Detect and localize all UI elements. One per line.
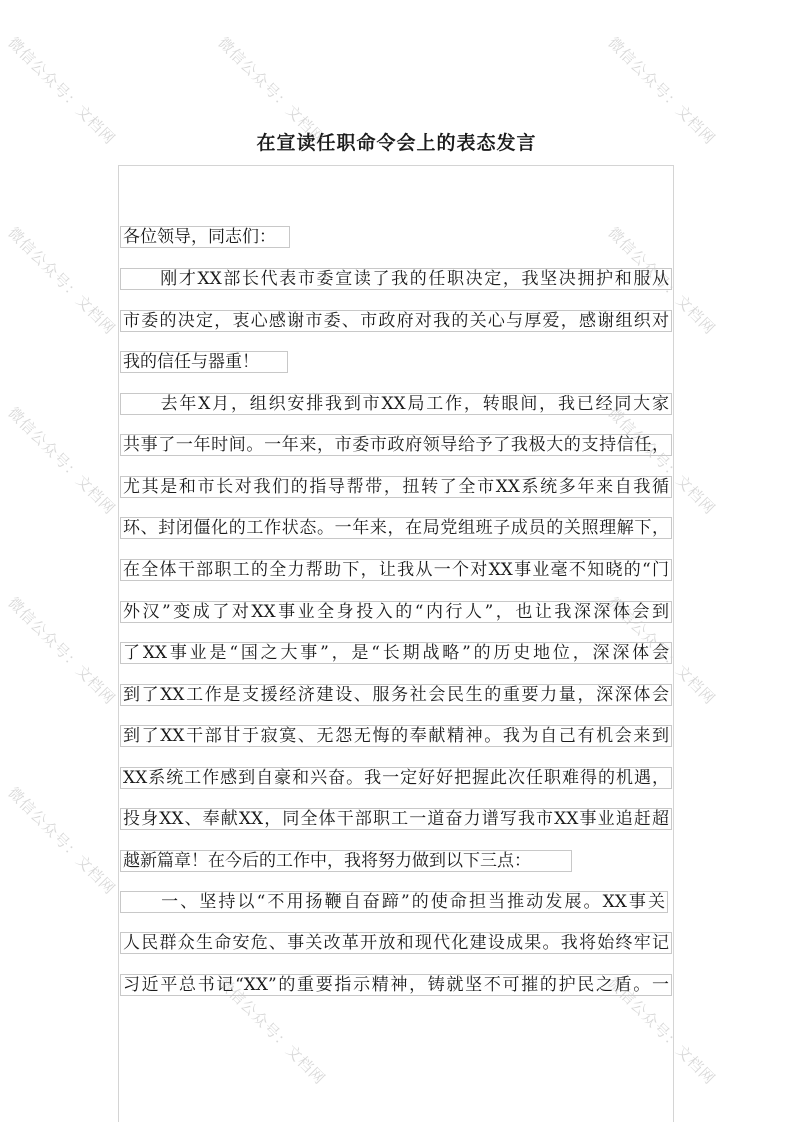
text-line: 一、坚持以“不用扬鞭自奋蹄”的使命担当推动发展。XX事关 [120,891,668,913]
text-line: 到了XX工作是支援经济建设、服务社会民生的重要力量，深深体会 [120,684,672,706]
text-line: 在全体干部职工的全力帮助下，让我从一个对XX事业毫不知晓的“门 [120,559,672,581]
text-line: 环、封闭僵化的工作状态。一年来，在局党组班子成员的关照理解下， [120,517,672,539]
text-line: 尤其是和市长对我们的指导帮带，扭转了全市XX系统多年来自我循 [120,476,672,498]
watermark-text: 微信公众号：文档网 [4,223,119,339]
text-line: XX系统工作感到自豪和兴奋。我一定好好把握此次任职难得的机遇， [120,767,672,789]
text-line: 外汉”变成了对XX事业全身投入的“内行人”，也让我深深体会到 [120,601,672,623]
text-line: 市委的决定，衷心感谢市委、市政府对我的关心与厚爱，感谢组织对 [120,310,672,332]
watermark-text: 微信公众号：文档网 [4,403,119,519]
watermark-text: 微信公众号：文档网 [4,593,119,709]
text-line: 我的信任与器重！ [120,351,288,373]
text-line: 共事了一年时间。一年来，市委市政府领导给予了我极大的支持信任， [120,434,672,456]
watermark-text: 微信公众号：文档网 [4,783,119,899]
text-line-salutation: 各位领导，同志们： [120,226,290,248]
text-line: 了XX事业是“国之大事”，是“长期战略”的历史地位，深深体会 [120,642,672,664]
watermark-text: 微信公众号：文档网 [604,223,719,339]
text-line: 去年X月，组织安排我到市XX局工作，转眼间，我已经同大家 [120,393,672,415]
text-line: 刚才XX部长代表市委宣读了我的任职决定，我坚决拥护和服从 [120,268,672,290]
text-line: 投身XX、奉献XX，同全体干部职工一道奋力谱写我市XX事业追赶超 [120,808,672,830]
watermark-text: 微信公众号：文档网 [214,973,329,1089]
watermark-text: 微信公众号：文档网 [604,403,719,519]
watermark-text: 微信公众号：文档网 [604,973,719,1089]
watermark-text: 微信公众号：文档网 [4,33,119,149]
text-line: 习近平总书记“XX”的重要指示精神，铸就坚不可摧的护民之盾。一 [120,974,672,996]
watermark-text: 微信公众号：文档网 [604,33,719,149]
watermark-text: 微信公众号：文档网 [214,33,329,149]
text-line: 越新篇章！在今后的工作中，我将努力做到以下三点： [120,850,572,872]
text-line: 到了XX干部甘于寂寞、无怨无悔的奉献精神。我为自己有机会来到 [120,725,672,747]
document-title: 在宣读任职命令会上的表态发言 [256,132,537,154]
text-line: 人民群众生命安危、事关改革开放和现代化建设成果。我将始终牢记 [120,932,672,954]
watermark-text: 微信公众号：文档网 [604,593,719,709]
